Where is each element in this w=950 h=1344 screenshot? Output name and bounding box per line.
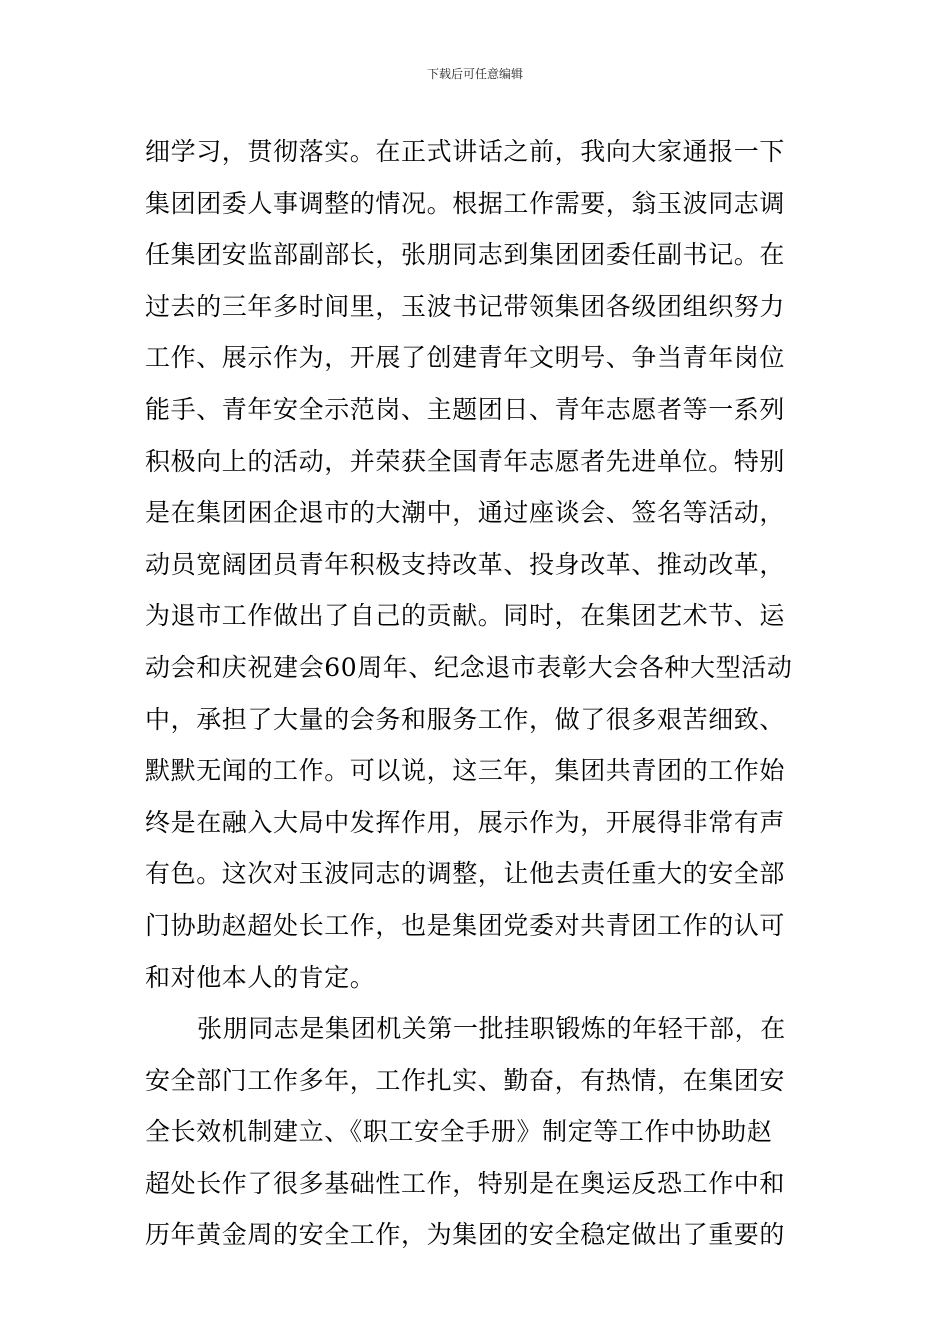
text-line: 门协助赵超处长工作，也是集团党委对共青团工作的认可 (145, 910, 786, 940)
text-line: 任集团安监部副部长，张朋同志到集团团委任副书记。在 (145, 240, 786, 270)
text-line: 超处长作了很多基础性工作，特别是在奥运反恐工作中和 (145, 1168, 786, 1198)
text-line: 有色。这次对玉波同志的调整，让他去责任重大的安全部 (145, 859, 786, 889)
text-line: 终是在融入大局中发挥作用，展示作为，开展得非常有声 (145, 807, 786, 837)
text-line: 是在集团困企退市的大潮中，通过座谈会、签名等活动， (145, 498, 786, 528)
document-body (145, 126, 810, 1261)
text-line: 默默无闻的工作。可以说，这三年，集团共青团的工作始 (145, 756, 786, 786)
text-line: 安全部门工作多年，工作扎实、勤奋，有热情，在集团安 (145, 1065, 786, 1095)
text-line: 集团团委人事调整的情况。根据工作需要，翁玉波同志调 (145, 188, 786, 218)
text-line: 积极向上的活动，并荣获全国青年志愿者先进单位。特别 (145, 446, 786, 476)
text-line: 历年黄金周的安全工作，为集团的安全稳定做出了重要的 (145, 1220, 786, 1250)
text-line: 张朋同志是集团机关第一批挂职锻炼的年轻干部，在 (197, 1014, 786, 1044)
paragraph-1 (145, 126, 810, 1003)
text-line: 全长效机制建立、《职工安全手册》制定等工作中协助赵 (145, 1117, 773, 1147)
text-line: 能手、青年安全示范岗、主题团日、青年志愿者等一系列 (145, 394, 786, 424)
paragraph-2 (145, 1003, 810, 1261)
text-line: 细学习，贯彻落实。在正式讲话之前，我向大家通报一下 (145, 137, 786, 166)
text-line: 过去的三年多时间里，玉波书记带领集团各级团组织努力 (145, 291, 786, 321)
text-line: 动员宽阔团员青年积极支持改革、投身改革、推动改革， (145, 549, 786, 579)
text-line: 动会和庆祝建会60周年、纪念退市表彰大会各种大型活动 (145, 652, 793, 682)
page-header: 下载后可任意编辑 (426, 67, 523, 81)
text-line: 工作、展示作为，开展了创建青年文明号、争当青年岗位 (145, 343, 786, 373)
text-line: 和对他本人的肯定。 (145, 962, 376, 992)
text-line: 为退市工作做出了自己的贡献。同时，在集团艺术节、运 (145, 601, 786, 631)
text-line: 中，承担了大量的会务和服务工作，做了很多艰苦细致、 (145, 704, 786, 734)
